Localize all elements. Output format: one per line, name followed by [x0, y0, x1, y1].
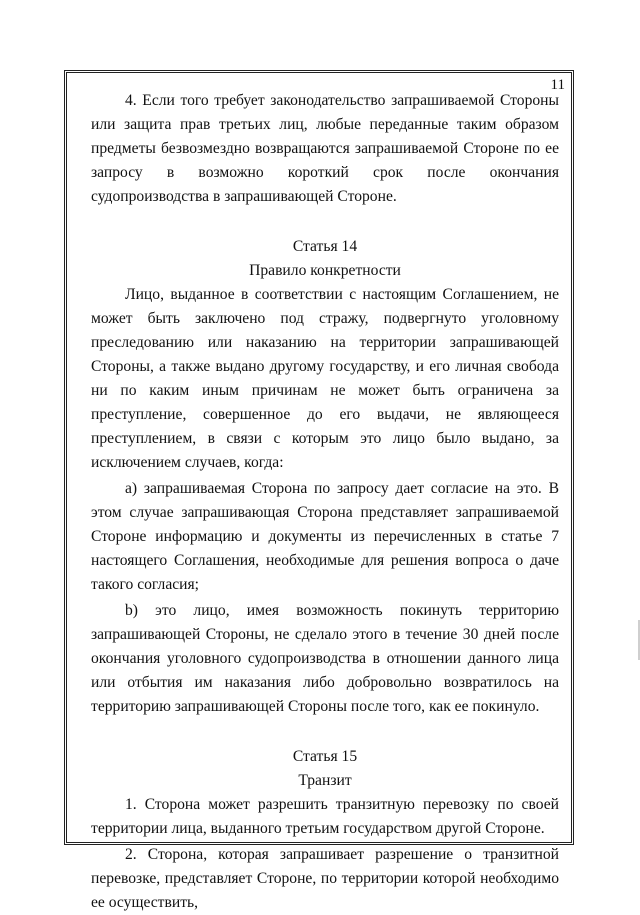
article-14-intro: Лицо, выданное в соответствии с настоящим Соглашением, не может быть заключено под стражу, подвергнуто уголовному преследованию или наказанию на территории запрашивающей Стороны, а также выдано другому государству, и его личная свобода ни по каким иным причинам не может быть ограничена за преступление, совершенное до его выдачи, не являющееся преступлением, в связи с которым это лицо было выдано, за исключением случаев, когда:: [91, 286, 559, 471]
article-15-paragraph-2: 2. Сторона, которая запрашивает разрешение о транзитной перевозке, представляет Стороне, по территории которой необходимо ее осуществить,: [91, 846, 559, 911]
article-15-title: Транзит: [298, 772, 352, 789]
page-frame: [64, 70, 574, 911]
article-15-number: Статья 15: [292, 748, 358, 765]
article-14-item-a: а) запрашиваемая Сторона по запросу дает согласие на это. В этом случае запрашивающая Сторона представляет запрашиваемой Стороне информацию и документы из перечисленных в статье 7 настоящего Соглашения, необходимые для решения вопроса о даче такого согласия;: [91, 480, 559, 593]
article-14-number: Статья 14: [292, 238, 358, 255]
spacer: [91, 719, 559, 745]
spacer: [91, 209, 559, 235]
article-14-title: Правило конкретности: [249, 262, 401, 279]
document-body: [91, 89, 559, 915]
article-15-paragraph-1: 1. Сторона может разрешить транзитную перевозку по своей территории лица, выданного третьим государством другой Стороне.: [91, 796, 559, 837]
paragraph-4: 4. Если того требует законодательство запрашиваемой Стороны или защита прав третьих лиц, любые переданные таким образом предметы безвозмездно возвращаются запрашиваемой Стороне по ее запросу в возможно короткий срок после окончания судопроизводства в запрашивающей Стороне.: [91, 92, 559, 205]
article-14-item-b: b) это лицо, имея возможность покинуть территорию запрашивающей Стороны, не сделало этого в течение 30 дней после окончания уголовного судопроизводства в отношении данного лица или отбытия им наказания либо добровольно возвратилось на территорию запрашивающей Стороны после того, как ее покинуло.: [91, 602, 559, 715]
page-number: 11: [550, 77, 565, 93]
